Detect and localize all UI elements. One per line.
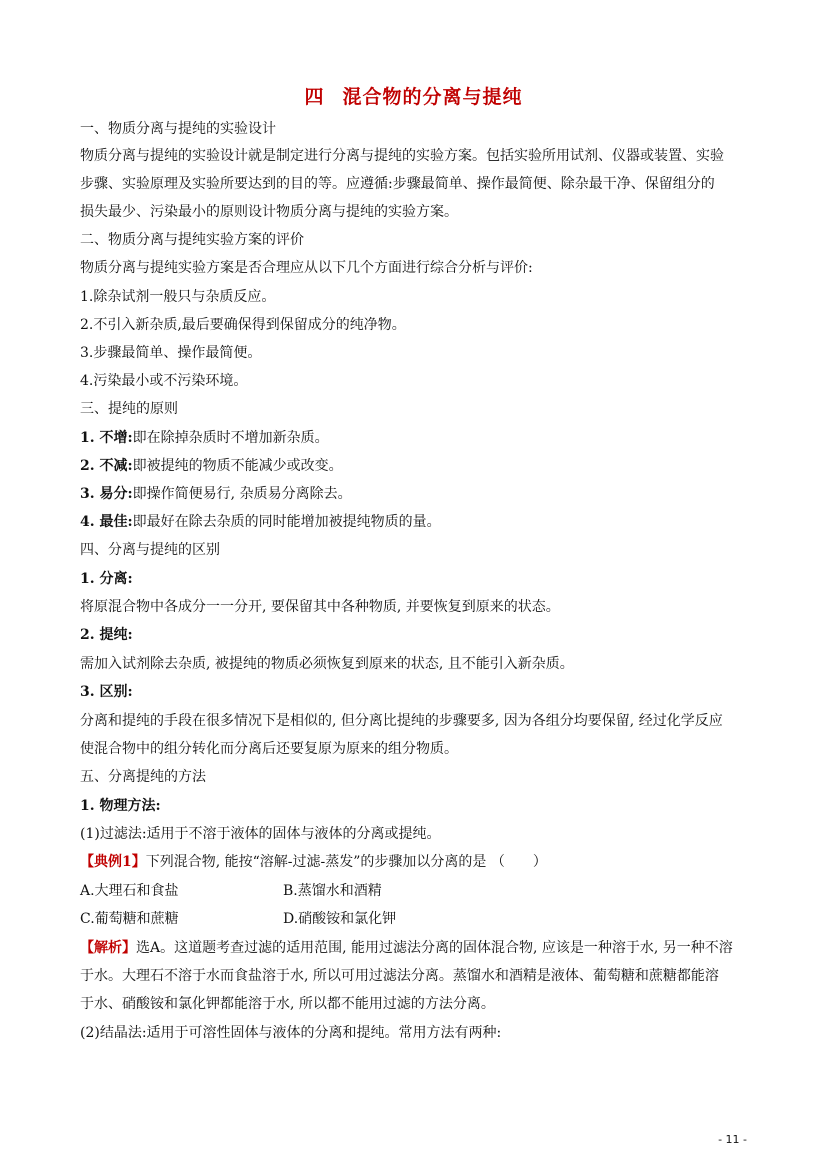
subheading-separation: 1. 分离: [80,571,133,587]
purification-text: 需加入试剂除去杂质, 被提纯的物质必须恢复到原来的状态, 且不能引入新杂质。 [80,656,574,672]
page-number: - 11 - [718,1133,747,1146]
section-4-heading: 四、分离与提纯的区别 [80,542,220,558]
section-5-heading: 五、分离提纯的方法 [80,769,206,785]
difference-text-line: 分离和提纯的手段在很多情况下是相似的, 但分离比提纯的步骤要多, 因为各组分均要保留, 经过化学反应 [80,713,723,729]
example-question-text: 下列混合物, 能按“溶解-过滤-蒸发”的步骤加以分离的是 （ ） [145,854,547,870]
option-b: B.蒸馏水和酒精 [283,883,382,899]
subheading-physical-methods: 1. 物理方法: [80,798,161,814]
analysis-text: 选A。这道题考查过滤的适用范围, 能用过滤法分离的固体混合物, 应该是一种溶于水, 另一种不溶 [136,940,733,956]
section-3-heading: 三、提纯的原则 [80,401,178,417]
item-text: 即操作简便易行, 杂质易分离除去。 [132,486,352,502]
section-2-heading: 二、物质分离与提纯实验方案的评价 [80,232,304,248]
item-text: 即最好在除去杂质的同时能增加被提纯物质的量。 [132,514,441,530]
item-label: 1. 不增: [80,430,133,446]
option-a: A.大理石和食盐 [80,883,179,899]
section-3-item [80,428,760,448]
item-label: 3. 易分: [80,486,133,502]
section-1-heading: 一、物质分离与提纯的实验设计 [80,121,276,137]
section-1-paragraph-line: 损失最少、污染最小的原则设计物质分离与提纯的实验方案。 [80,204,458,220]
difference-text-line: 使混合物中的组分转化而分离后还要复原为原来的组分物质。 [80,741,458,757]
section-3-item [80,484,760,504]
analysis-line: 于水、硝酸铵和氯化钾都能溶于水, 所以都不能用过滤的方法分离。 [80,996,495,1012]
section-1-paragraph-line: 物质分离与提纯的实验设计就是制定进行分离与提纯的实验方案。包括实验所用试剂、仪器或装置、实验 [80,148,724,164]
separation-text: 将原混合物中各成分一一分开, 要保留其中各种物质, 并要恢复到原来的状态。 [80,599,560,615]
subheading-purification: 2. 提纯: [80,627,133,643]
section-2-item: 4.污染最小或不污染环境。 [80,373,248,389]
analysis-tag: 【解析】 [80,940,136,956]
analysis-line [80,938,760,958]
title-text: 混合物的分离与提纯 [342,86,523,108]
section-1-paragraph-line: 步骤、实验原理及实验所要达到的目的等。应遵循:步骤最简单、操作最简便、除杂最干净、保留组分的 [80,176,715,192]
section-2-item: 1.除杂试剂一般只与杂质反应。 [80,289,276,305]
section-2-item: 3.步骤最简单、操作最简便。 [80,345,262,361]
subheading-difference: 3. 区别: [80,684,133,700]
example-tag: 【典例1】 [80,854,146,870]
filtration-method: (1)过滤法:适用于不溶于液体的固体与液体的分离或提纯。 [80,826,441,842]
section-3-item [80,512,760,532]
section-3-item [80,456,760,476]
item-text: 即被提纯的物质不能减少或改变。 [132,458,343,474]
option-c: C.葡萄糖和蔗糖 [80,911,179,927]
title-number: 四 [304,86,325,108]
item-text: 即在除掉杂质时不增加新杂质。 [132,430,329,446]
section-2-item: 2.不引入新杂质,最后要确保得到保留成分的纯净物。 [80,317,406,333]
analysis-line: 于水。大理石不溶于水而食盐溶于水, 所以可用过滤法分离。蒸馏水和酒精是液体、葡萄糖和蔗糖都能溶 [80,968,719,984]
item-label: 4. 最佳: [80,514,133,530]
options-row [80,881,760,901]
options-row [80,909,760,929]
page-title [0,82,827,109]
item-label: 2. 不减: [80,458,133,474]
example-question [80,852,760,872]
option-d: D.硝酸铵和氯化钾 [283,911,397,927]
section-2-intro: 物质分离与提纯实验方案是否合理应从以下几个方面进行综合分析与评价: [80,260,533,276]
crystallization-method: (2)结晶法:适用于可溶性固体与液体的分离和提纯。常用方法有两种: [80,1025,502,1041]
